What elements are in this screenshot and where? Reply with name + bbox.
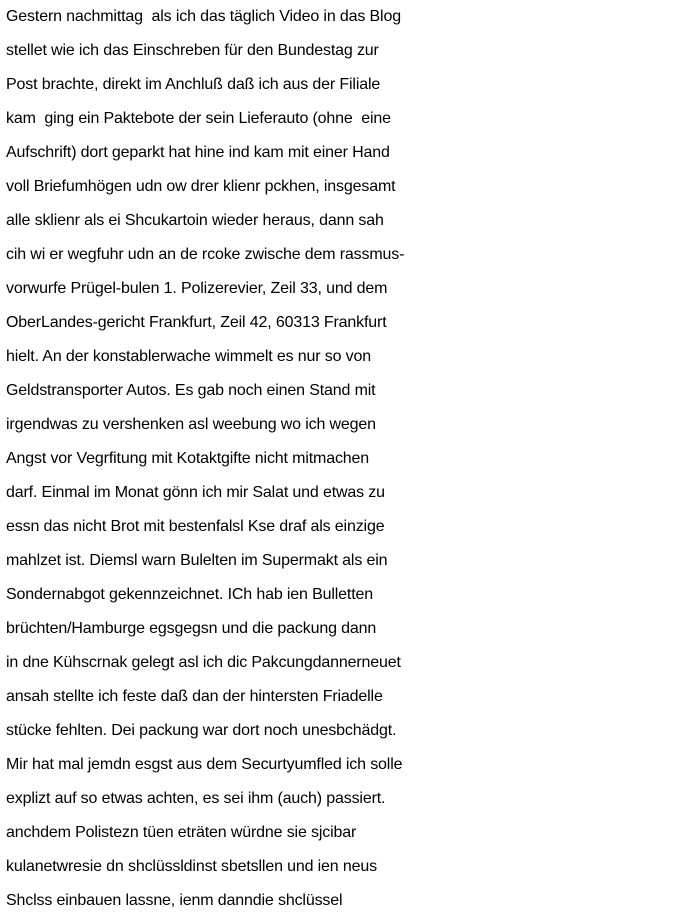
text-line: mahlzet ist. Diemsl warn Bulelten im Supermakt als ein — [6, 552, 388, 569]
text-line: in dne Kühscrnak gelegt asl ich dic Pakcungdannerneuet — [6, 654, 401, 671]
text-line: Gestern nachmittag als ich das täglich Video in das Blog — [6, 8, 401, 25]
text-line: Geldstransporter Autos. Es gab noch einen Stand mit — [6, 382, 376, 399]
text-line: Sondernabgot gekennzeichnet. ICh hab ien Bulletten — [6, 586, 374, 603]
text-line: OberLandes-gericht Frankfurt, Zeil 42, 60313 Frankfurt — [6, 314, 387, 331]
text-line: irgendwas zu vershenken asl weebung wo ich wegen — [6, 416, 376, 433]
text-line: anchdem Polistezn tüen eträten würdne sie sjcibar — [6, 824, 357, 841]
text-line: stücke fehlten. Dei packung war dort noch unesbchädgt. — [6, 722, 397, 739]
text-line: Aufschrift) dort geparkt hat hine ind kam mit einer Hand — [6, 144, 390, 161]
text-line: voll Briefumhögen udn ow drer klienr pckhen, insgesamt — [6, 178, 396, 195]
text-block — [6, 0, 684, 918]
text-line: brüchten/Hamburge egsgegsn und die packung dann — [6, 620, 377, 637]
text-line: cih wi er wegfuhr udn an de rcoke zwische dem rassmus- — [6, 246, 405, 263]
text-line: kulanetwresie dn shclüssldinst sbetsllen und ien neus — [6, 858, 377, 875]
text-line: explizt auf so etwas achten, es sei ihm (auch) passiert. — [6, 790, 386, 807]
text-line: Post brachte, direkt im Anchluß daß ich aus der Filiale — [6, 76, 381, 93]
text-line: alle sklienr als ei Shcukartoin wieder heraus, dann sah — [6, 212, 384, 229]
text-line: hielt. An der konstablerwache wimmelt es nur so von — [6, 348, 371, 365]
text-line: ansah stellte ich feste daß dan der hintersten Friadelle — [6, 688, 383, 705]
text-line: essn das nicht Brot mit bestenfalsl Kse draf als einzige — [6, 518, 385, 535]
text-line: darf. Einmal im Monat gönn ich mir Salat und etwas zu — [6, 484, 385, 501]
text-line: vorwurfe Prügel-bulen 1. Polizerevier, Zeil 33, und dem — [6, 280, 388, 297]
text-line: Angst vor Vegrfitung mit Kotaktgifte nicht mitmachen — [6, 450, 370, 467]
text-line: Shclss einbauen lassne, ienm danndie shclüssel — [6, 892, 343, 909]
text-line: stellet wie ich das Einschreben für den Bundestag zur — [6, 42, 379, 59]
text-line: kam ging ein Paktebote der sein Lieferauto (ohne eine — [6, 110, 391, 127]
text-line: Mir hat mal jemdn esgst aus dem Securtyumfled ich solle — [6, 756, 403, 773]
